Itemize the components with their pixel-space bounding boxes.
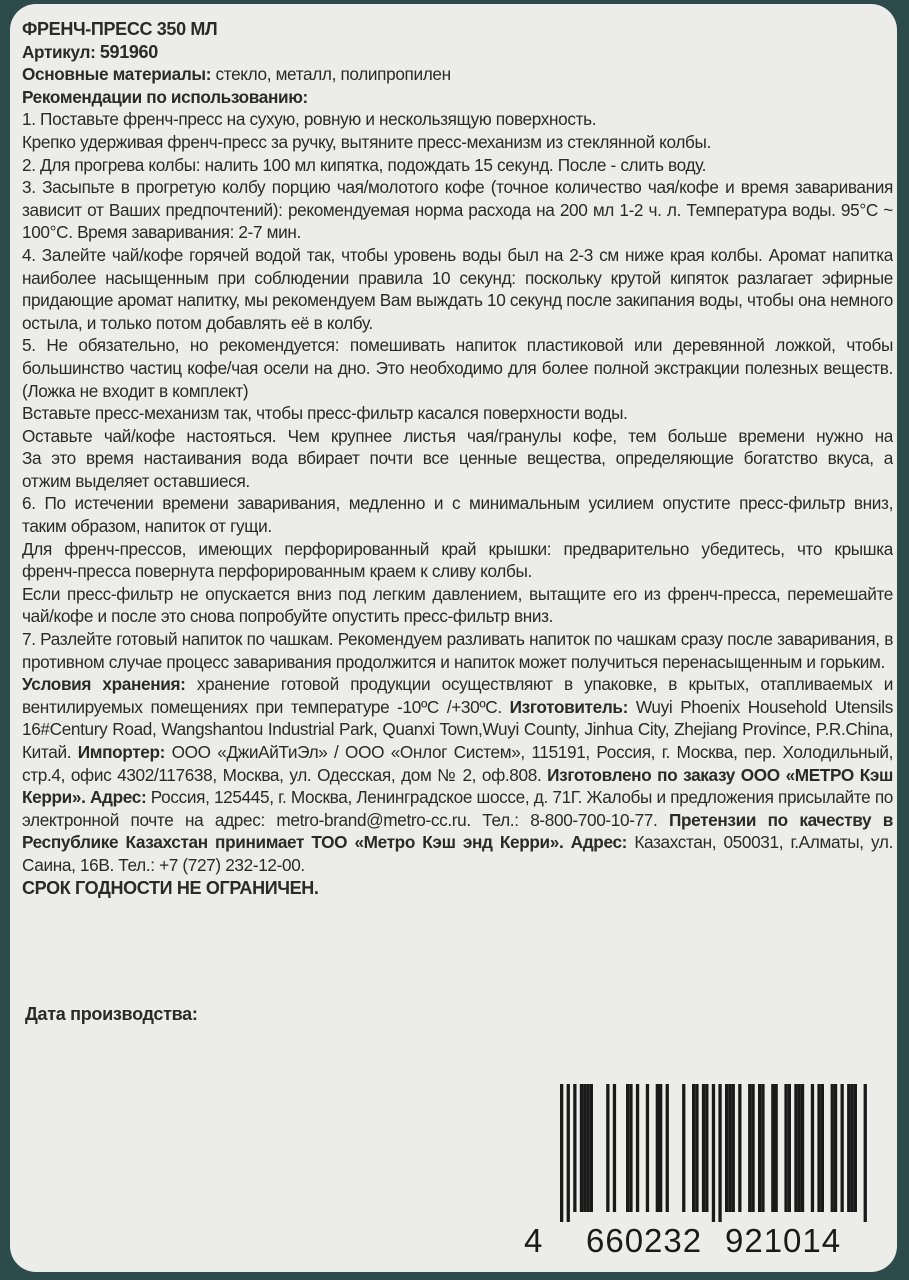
barcode-bar xyxy=(847,1084,850,1212)
claims-label: Претензии по качеству в xyxy=(668,809,893,830)
storage-line xyxy=(22,764,893,787)
barcode-left-group: 660232 xyxy=(586,1222,703,1259)
instruction-line: 4. Залейте чай/кофе горячей водой так, чтобы уровень воды был на 2-3 см ниже края колбы. Аромат напитка xyxy=(22,244,893,265)
production-date-label: Дата производства: xyxy=(25,1004,198,1024)
barcode-bar xyxy=(573,1084,576,1212)
barcode-bar xyxy=(725,1084,728,1212)
instruction-line: придающие аромат напитку, мы рекомендуем Вам выждать 10 секунд после закипания воды, чтобы она немного xyxy=(22,290,893,311)
instruction-line: 2. Для прогрева колбы: налить 100 мл кипятка, подождать 15 секунд. После - слить воду. xyxy=(22,154,707,175)
instruction-line: Оставьте чай/кофе настояться. Чем крупнее листья чая/гранулы кофе, тем больше времени нужно на xyxy=(22,425,893,446)
instruction-line: 100°С. Время заваривания: 2-7 мин. xyxy=(22,222,301,243)
barcode-bar xyxy=(580,1084,583,1212)
barcode-bar xyxy=(761,1084,764,1212)
barcode-bar xyxy=(834,1084,837,1212)
kz-address-text: Казахстан, 050031, г.Алматы, ул. xyxy=(627,832,893,853)
kz-address-text: Саина, 16В. Тел.: +7 (727) 232-12-00. xyxy=(22,854,305,875)
label-text-block xyxy=(22,18,893,899)
instruction-line: 6. По истечении времени заваривания, медленно и с минимальным усилием опустите пресс-фильтр вниз, xyxy=(22,493,893,514)
barcode-bar xyxy=(705,1084,708,1212)
instruction-line: 7. Разлейте готовый напиток по чашкам. Рекомендуем разливать напиток по чашкам сразу после заваривания, в xyxy=(22,629,893,650)
barcode-bar xyxy=(718,1084,721,1222)
barcode-bar xyxy=(626,1084,629,1212)
product-title: ФРЕНЧ-ПРЕСС 350 МЛ xyxy=(22,19,218,39)
ordered-by-label: Изготовлено по заказу ООО «МЕТРО Кэш xyxy=(547,764,893,785)
barcode-bar xyxy=(841,1084,844,1212)
instruction-line: 1. Поставьте френч-пресс на сухую, ровную и нескользящую поверхность. xyxy=(22,109,597,130)
barcode-bar xyxy=(831,1084,834,1212)
article-line xyxy=(22,41,893,64)
storage-line xyxy=(22,673,893,696)
barcode-bar xyxy=(738,1084,741,1212)
barcode-bar xyxy=(758,1084,761,1212)
storage-text: хранение готовой продукции осуществляют в упаковке, в крытых, отапливаемых и xyxy=(185,674,893,695)
barcode-bar xyxy=(590,1084,593,1212)
barcode-bar xyxy=(728,1084,731,1212)
barcode-bar xyxy=(695,1084,698,1212)
barcode-first-digit: 4 xyxy=(524,1222,544,1259)
instruction-line: 5. Не обязательно, но рекомендуется: помешивать напиток пластиковой или деревянной ложкой, чтобы xyxy=(22,335,893,356)
barcode-bar xyxy=(821,1084,824,1212)
instruction-line: френч-пресса повернута перфорированным краем к сливу колбы. xyxy=(22,561,532,582)
storage-line xyxy=(22,831,893,854)
storage-line xyxy=(22,696,893,719)
barcode-bars xyxy=(520,1084,870,1222)
barcode-bar xyxy=(636,1084,639,1212)
importer-label: Импортер: xyxy=(77,742,165,762)
claims-label-kz: Республике Казахстан принимает ТОО «Метро Кэш энд Керри». Адрес: xyxy=(22,832,628,853)
barcode-bar xyxy=(732,1084,735,1212)
storage-line xyxy=(22,786,893,809)
instruction-line: остыла, и только потом добавлять её в колбу. xyxy=(22,312,373,333)
instruction-line: таким образом, напиток от гущи. xyxy=(22,516,272,537)
instruction-line: 3. Засыпьте в прогретую колбу порцию чая/молотого кофе (точное количество чая/кофе и время заваривания xyxy=(22,177,893,198)
instruction-line: большинство частиц кофе/чая осели на дно. Это необходимо для более полной экстракции полезных веществ. xyxy=(22,357,893,378)
storage-line xyxy=(22,741,893,764)
barcode-bar xyxy=(854,1084,857,1212)
barcode-bar xyxy=(864,1084,867,1222)
barcode-bar xyxy=(748,1084,751,1212)
instruction-line: (Ложка не входит в комплект) xyxy=(22,380,249,401)
materials-value: стекло, металл, полипропилен xyxy=(211,64,451,85)
materials-label: Основные материалы: xyxy=(22,64,212,85)
storage-line xyxy=(22,718,893,741)
barcode-bar xyxy=(613,1084,616,1212)
instruction-line: зависит от Ваших предпочтений): рекомендуемая норма расхода на 200 мл 1-2 ч. л. Температура воды. 95°С ~ xyxy=(22,199,893,220)
contact-text: электронной почте на адрес: metro-brand@metro-cc.ru. Тел.: 8-800-700-10-77. xyxy=(22,809,669,830)
barcode-bar xyxy=(850,1084,853,1212)
storage-line xyxy=(22,809,893,832)
barcode-bar xyxy=(646,1084,649,1212)
barcode-bar xyxy=(682,1084,685,1212)
barcode-bar xyxy=(586,1084,589,1212)
shelf-life: СРОК ГОДНОСТИ НЕ ОГРАНИЧЕН. xyxy=(22,877,319,898)
instruction-line: чай/кофе и после это снова попробуйте опустить пресс-фильтр вниз. xyxy=(22,606,554,627)
barcode xyxy=(520,1084,870,1264)
article-value: 591960 xyxy=(99,41,158,62)
barcode-bar xyxy=(775,1084,778,1212)
barcode-bar xyxy=(606,1084,609,1212)
barcode-bar xyxy=(788,1084,791,1212)
storage-text: стр.4, офис 4302/117638, Москва, ул. Одесская, дом № 2, оф.808. xyxy=(22,764,548,785)
instruction-line: Крепко удерживая френч-пресс за ручку, вытяните пресс-механизм из стеклянной колбы. xyxy=(22,131,711,152)
barcode-bar xyxy=(629,1084,632,1212)
instruction-line: Если пресс-фильтр не опускается вниз под легким давлением, вытащите его из френч-пресса, перемешайте xyxy=(22,583,893,604)
barcode-bar xyxy=(798,1084,801,1212)
barcode-bar xyxy=(784,1084,787,1212)
instruction-line: Для френч-прессов, имеющих перфорированный край крышки: предварительно убедитесь, что крышка xyxy=(22,538,893,559)
barcode-bar xyxy=(751,1084,754,1212)
barcode-bar xyxy=(583,1084,586,1212)
manufacturer-text: Wuyi Phoenix Household Utensils xyxy=(635,696,893,717)
storage-text: вентилируемых помещениях при температуре -10ºС /+30ºС. xyxy=(22,696,510,717)
recommendations-header: Рекомендации по использованию: xyxy=(22,86,308,107)
barcode-bar xyxy=(771,1084,774,1212)
instruction-line: наиболее насыщенным при соблюдении правила 10 секунд: поскольку крутой кипяток разлагает эфирные xyxy=(22,267,893,288)
barcode-bar xyxy=(560,1084,563,1222)
barcode-bar xyxy=(656,1084,659,1212)
instruction-line: противном случае процесс заваривания продолжится и напиток может получиться перенасыщенным и горьким. xyxy=(22,651,885,672)
storage-line xyxy=(22,854,893,877)
storage-label: Условия хранения: xyxy=(22,674,186,695)
barcode-bar xyxy=(567,1084,570,1222)
article-label: Артикул: xyxy=(22,41,96,62)
importer-text: ООО «ДжиАйТиЭл» / ООО «Онлог Систем», 115191, Россия, г. Москва, пер. Холодильный, xyxy=(171,742,893,762)
barcode-right-group: 921014 xyxy=(725,1222,842,1259)
instruction-line: Вставьте пресс-механизм так, чтобы пресс-фильтр касался поверхности воды. xyxy=(22,403,628,424)
barcode-bar xyxy=(659,1084,662,1212)
product-label xyxy=(10,4,897,1272)
barcode-bar xyxy=(702,1084,705,1212)
barcode-bar xyxy=(712,1084,715,1222)
barcode-bar xyxy=(817,1084,820,1212)
barcode-bar xyxy=(811,1084,814,1212)
barcode-bar xyxy=(692,1084,695,1212)
storage-text: Китай. xyxy=(22,742,78,762)
instruction-line: отжим выделяет оставшиеся. xyxy=(22,470,250,491)
barcode-bar xyxy=(666,1084,669,1212)
manufacturer-address: 16#Century Road, Wangshantou Industrial Park, Quanxi Town,Wuyi County, Jinhua City, Zhejiang Province, P.R.China, xyxy=(22,719,893,740)
instruction-line: За это время настаивания вода вбирает почти все ценные вещества, определяющие богатство вкуса, а xyxy=(22,448,893,469)
barcode-bar xyxy=(801,1084,804,1212)
materials-line xyxy=(22,63,893,86)
address-label: Керри». Адрес: xyxy=(22,787,147,808)
barcode-bar xyxy=(794,1084,797,1212)
address-text: Россия, 125445, г. Москва, Ленинградское шоссе, д. 71Г. Жалобы и предложения присылайте по xyxy=(146,787,893,808)
manufacturer-label: Изготовитель: xyxy=(509,696,628,717)
